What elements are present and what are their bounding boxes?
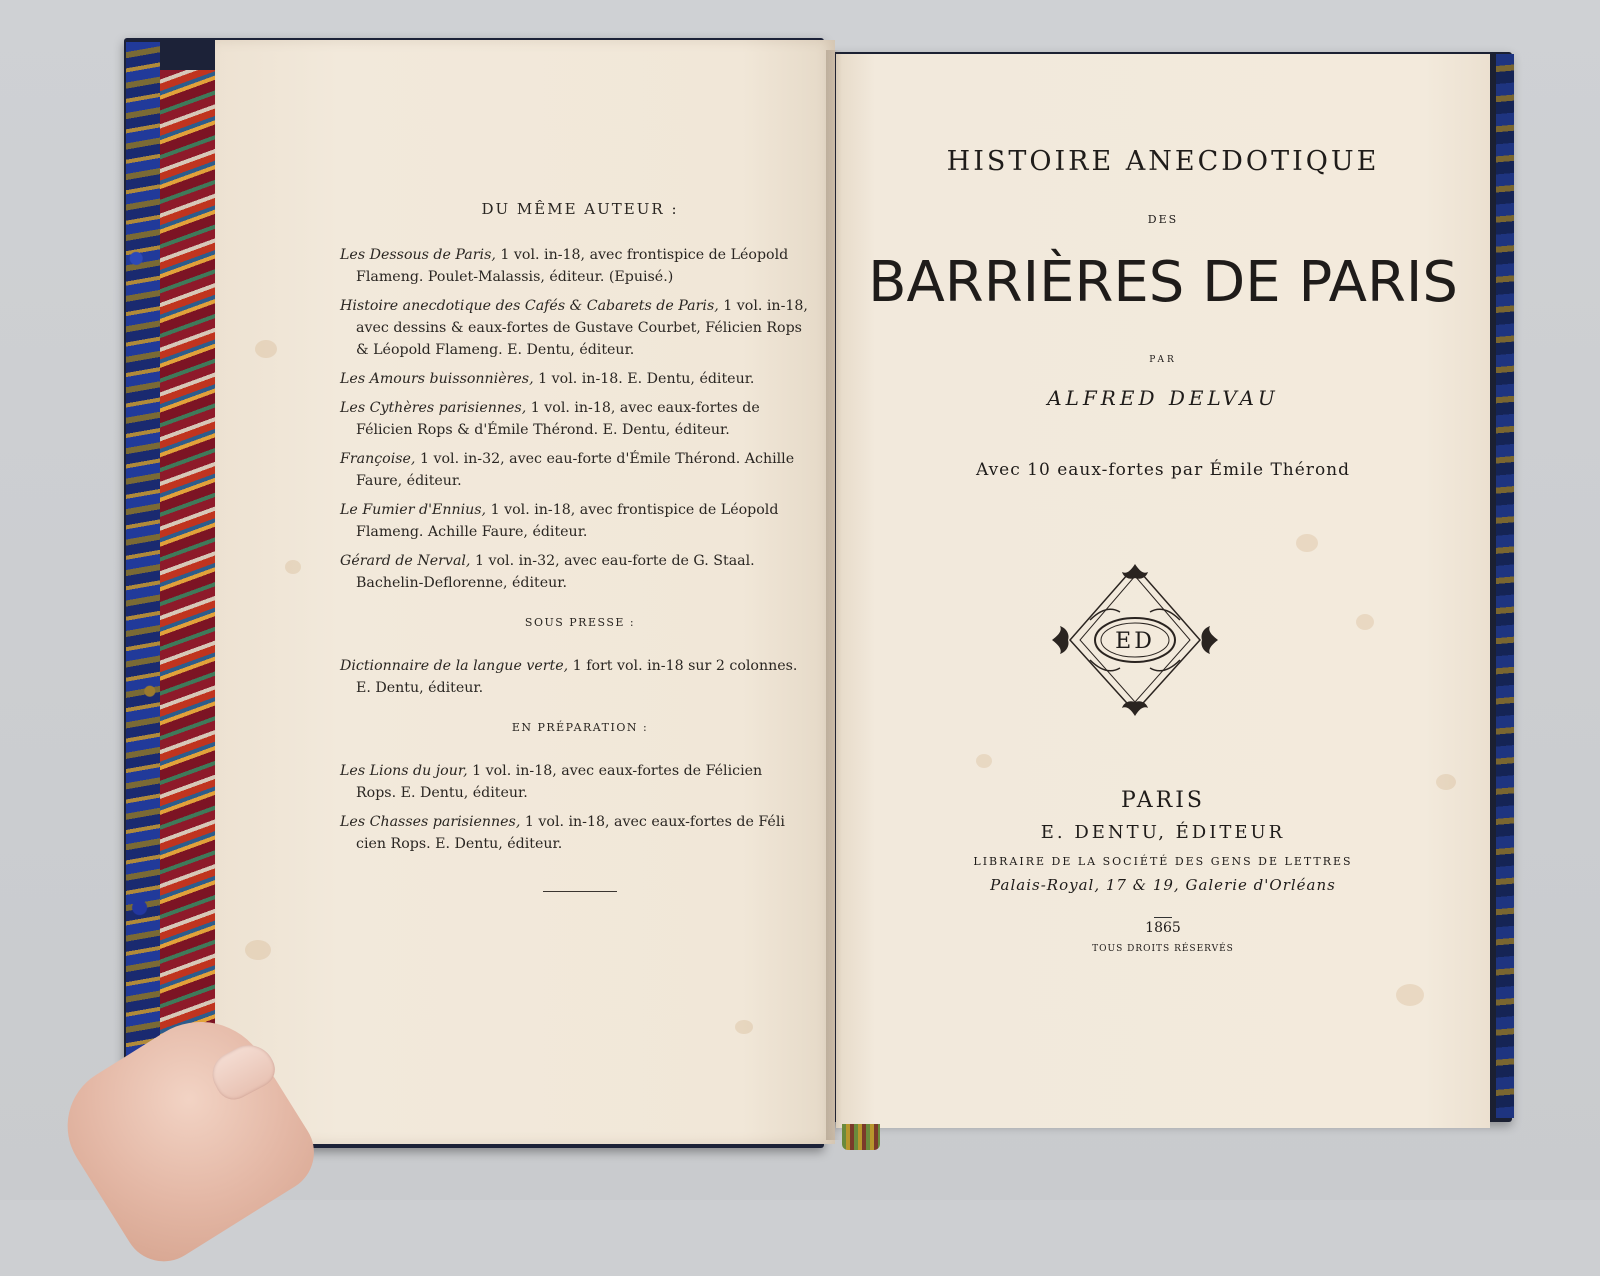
bibliography-entry: Dictionnaire de la langue verte, 1 fort vol. in-18 sur 2 colonnes. E. Dentu, éditeur. bbox=[340, 658, 798, 696]
bibliography-entry: Les Dessous de Paris, 1 vol. in-18, avec frontispice de Léopold Flameng. Poulet-Malassis, éditeur. (Epuisé.) bbox=[340, 247, 789, 285]
imprint-publisher: E. DENTU, ÉDITEUR bbox=[1040, 822, 1286, 843]
preparation-header: EN PRÉPARATION : bbox=[511, 721, 649, 734]
imprint-rights: TOUS DROITS RÉSERVÉS bbox=[1092, 944, 1234, 954]
bookmark-ribbon bbox=[842, 1124, 880, 1150]
publisher-emblem bbox=[1050, 562, 1220, 718]
illustrations-note: Avec 10 eaux-fortes par Émile Thérond bbox=[975, 460, 1351, 480]
bibliography-entry: Histoire anecdotique des Cafés & Cabarets de Paris, 1 vol. in-18, avec dessins & eaux-fortes de Gustave Courbet, Félicien Rops & Léopold Flameng. E. Dentu, éditeur. bbox=[340, 298, 808, 358]
imprint-year: 1865 bbox=[1145, 920, 1181, 936]
left-page-header: DU MÊME AUTEUR : bbox=[481, 200, 679, 218]
bibliography-entry: Françoise, 1 vol. in-32, avec eau-forte d'Émile Thérond. Achille Faure, éditeur. bbox=[340, 451, 795, 489]
emblem-monogram: ED bbox=[1115, 629, 1155, 654]
imprint-libraire: LIBRAIRE DE LA SOCIÉTÉ DES GENS DE LETTRES bbox=[973, 855, 1353, 868]
bibliography-entry: Gérard de Nerval, 1 vol. in-32, avec eau-forte de G. Staal. Bachelin-Deflorenne, éditeur. bbox=[340, 553, 755, 591]
bibliography-entry: Les Amours buissonnières, 1 vol. in-18. E. Dentu, éditeur. bbox=[340, 371, 755, 387]
author-name: ALFRED DELVAU bbox=[1047, 386, 1279, 410]
title-line-1: HISTOIRE ANECDOTIQUE bbox=[946, 146, 1380, 177]
bibliography-entry: Les Cythères parisiennes, 1 vol. in-18, avec eaux-fortes de Félicien Rops & d'Émile Thérond. E. Dentu, éditeur. bbox=[340, 400, 760, 438]
bibliography-entry: Les Lions du jour, 1 vol. in-18, avec eaux-fortes de Félicien Rops. E. Dentu, éditeur. bbox=[340, 763, 763, 801]
title-line-2: BARRIÈRES DE PARIS bbox=[868, 250, 1458, 315]
left-page-text bbox=[340, 200, 820, 892]
sous-presse-header: SOUS PRESSE : bbox=[524, 616, 636, 629]
marbled-endpaper bbox=[160, 70, 222, 1110]
imprint-address: Palais-Royal, 17 & 19, Galerie d'Orléans bbox=[990, 876, 1336, 894]
bibliography-entry: Les Chasses parisiennes, 1 vol. in-18, avec eaux-fortes de Féli cien Rops. E. Dentu, éditeur. bbox=[340, 814, 785, 852]
title-par: PAR bbox=[1149, 355, 1177, 365]
marbled-board-edge bbox=[126, 42, 160, 1124]
end-rule bbox=[543, 891, 617, 892]
marbled-board-edge-right bbox=[1496, 54, 1514, 1118]
bibliography-entry: Le Fumier d'Ennius, 1 vol. in-18, avec frontispice de Léopold Flameng. Achille Faure, éditeur. bbox=[340, 502, 779, 540]
title-des: DES bbox=[1147, 213, 1179, 226]
imprint-city: PARIS bbox=[1121, 788, 1205, 813]
